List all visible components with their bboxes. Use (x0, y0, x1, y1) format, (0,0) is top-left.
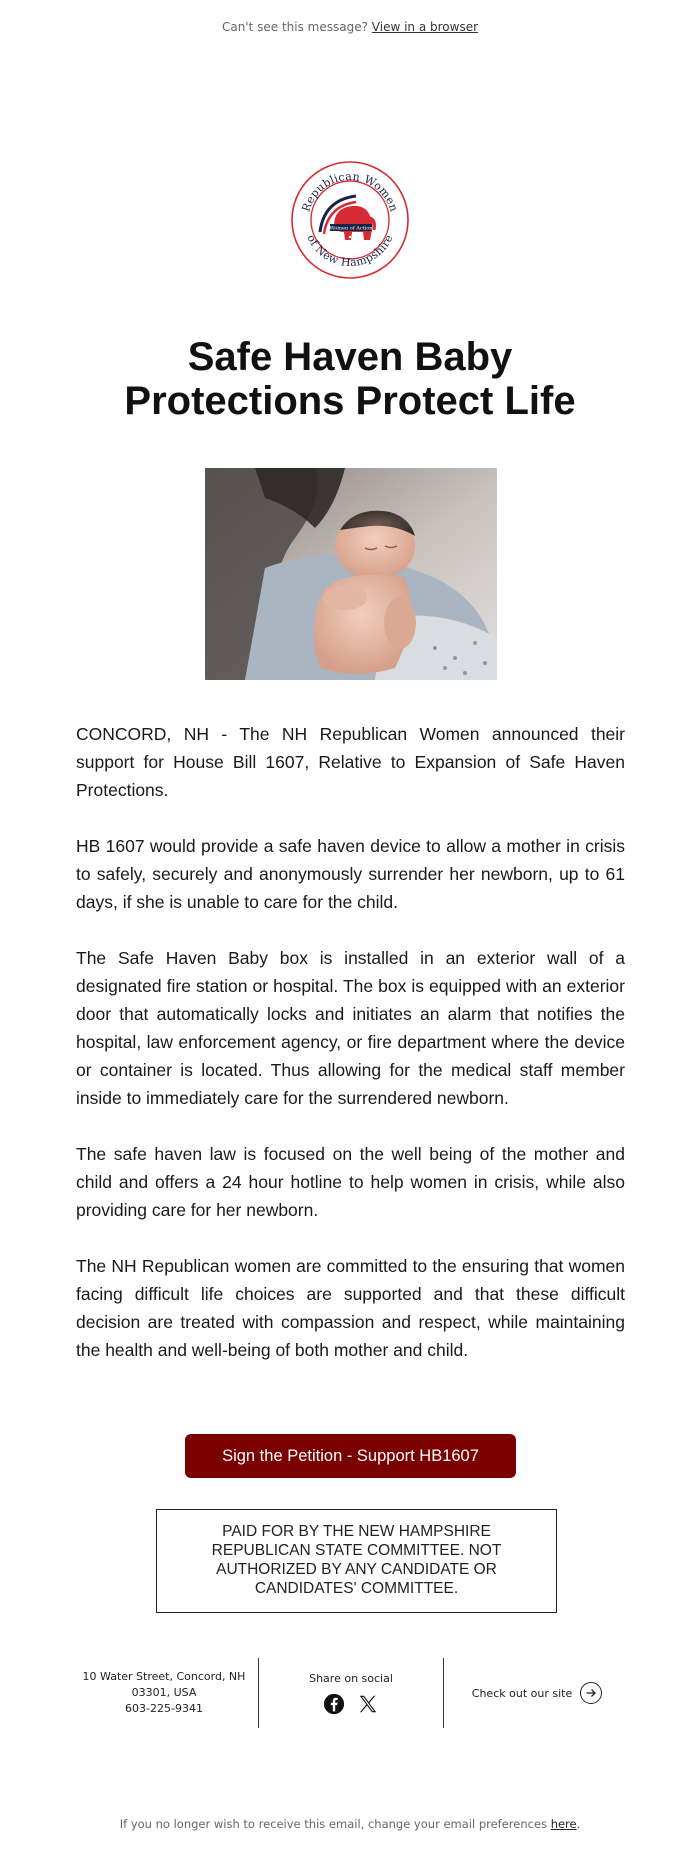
sign-petition-button[interactable]: Sign the Petition - Support HB1607 (185, 1434, 516, 1478)
view-in-browser-link[interactable]: View in a browser (371, 20, 479, 34)
paragraph-hb1607: HB 1607 would provide a safe haven device to allow a mother in crisis to safely, securely and anonymously surrender her newborn, up to 61 days, if she is unable to care for the child. (76, 836, 625, 912)
check-out-site-link[interactable] (444, 1658, 630, 1728)
paid-for-disclaimer: PAID FOR BY THE NEW HAMPSHIRE REPUBLICAN STATE COMMITTEE. NOT AUTHORIZED BY ANY CANDIDATE OR CANDIDATES' COMMITTEE. (156, 1509, 557, 1613)
footer-social (259, 1658, 443, 1728)
logo-bottom-text: of New Hampshire (304, 232, 396, 270)
email-preferences-link[interactable]: here (550, 1817, 577, 1831)
view-in-browser-prefix: Can't see this message? (221, 20, 368, 34)
article-body (76, 720, 625, 1392)
footer (70, 1658, 630, 1728)
article-title (90, 335, 610, 423)
dateline: CONCORD, NH - (76, 724, 240, 744)
logo-banner-text: Women of Action (329, 225, 373, 232)
article-title-line1: Safe Haven Baby (187, 335, 513, 379)
republican-women-logo (290, 160, 410, 280)
view-in-browser-bar (0, 20, 700, 34)
newborn-photo (205, 468, 497, 680)
address-line2: 03301, USA (131, 1686, 197, 1699)
phone-number: 603-225-9341 (125, 1702, 203, 1715)
facebook-icon[interactable] (323, 1693, 345, 1715)
site-label: Check out our site (471, 1686, 573, 1700)
address-line1: 10 Water Street, Concord, NH (82, 1670, 246, 1683)
paragraph-intro-text: The NH Republican Women announced their support for House Bill 1607, Relative to Expansion of Safe Haven Protections. (76, 724, 625, 800)
logo-top-text: Republican Women (299, 169, 401, 214)
unsubscribe-note (0, 1817, 700, 1831)
paragraph-intro (76, 720, 625, 804)
unsubscribe-prefix: If you no longer wish to receive this email, change your email preferences (119, 1817, 551, 1831)
newborn-image (205, 468, 497, 680)
paragraph-commitment: The NH Republican women are committed to the ensuring that women facing difficult life choices are supported and that these difficult decision are treated with compassion and respect, while maintaining the health and well-being of both mother and child. (76, 1256, 625, 1360)
social-icons (323, 1693, 379, 1715)
article-title-line2: Protections Protect Life (124, 379, 576, 423)
arrow-right-icon (580, 1682, 602, 1704)
paragraph-law-focus: The safe haven law is focused on the well being of the mother and child and offers a 24 hour hotline to help women in crisis, while also providing care for her newborn. (76, 1144, 625, 1220)
social-label: Share on social (309, 1671, 393, 1685)
x-icon[interactable] (357, 1693, 379, 1715)
unsubscribe-suffix: . (576, 1817, 581, 1831)
footer-address (70, 1658, 258, 1728)
paragraph-baby-box: The Safe Haven Baby box is installed in an exterior wall of a designated fire station or hospital. The box is equipped with an exterior door that automatically locks and initiates an alarm that notifies the hospital, law enforcement agency, or fire department where the device or container is located. Thus allowing for the medical staff member inside to immediately care for the surrendered newborn. (76, 948, 625, 1108)
